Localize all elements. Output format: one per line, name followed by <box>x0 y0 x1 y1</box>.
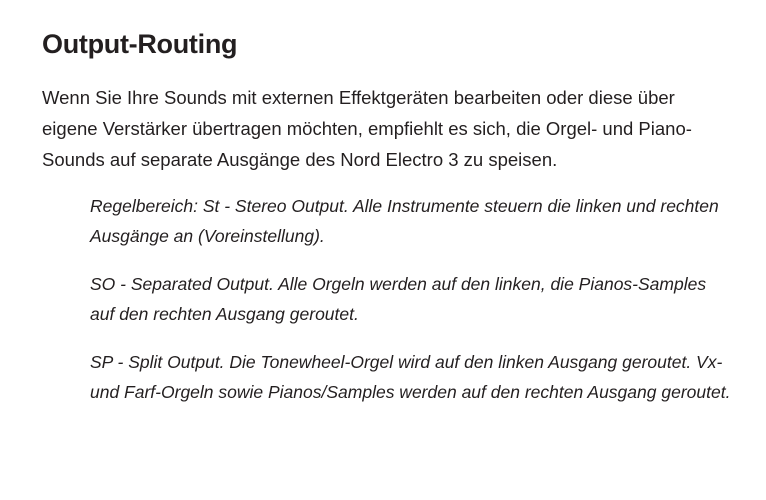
note-paragraph-3: SP - Split Output. Die Tonewheel-Orgel wird auf den linken Ausgang geroutet. Vx- und Farf-Orgeln sowie Pianos/Samples werden auf den rechten Ausgang geroutet. <box>90 352 731 403</box>
note-paragraph-1: Regelbereich: St - Stereo Output. Alle Instrumente steuern die linken und rechten Ausgänge an (Voreinstellung). <box>90 196 719 247</box>
notes-block <box>90 191 732 407</box>
note-paragraph-2: SO - Separated Output. Alle Orgeln werden auf den linken, die Pianos-Samples auf den rechten Ausgang geroutet. <box>90 274 707 325</box>
intro-paragraph: Wenn Sie Ihre Sounds mit externen Effektgeräten bearbeiten oder diese über eigene Verstärker übertragen möchten, empfiehlt es sich, die Orgel- und Piano-Sounds auf separate Ausgänge des Nord Electro 3 zu speisen. <box>42 87 692 171</box>
page-title: Output-Routing <box>42 29 238 59</box>
